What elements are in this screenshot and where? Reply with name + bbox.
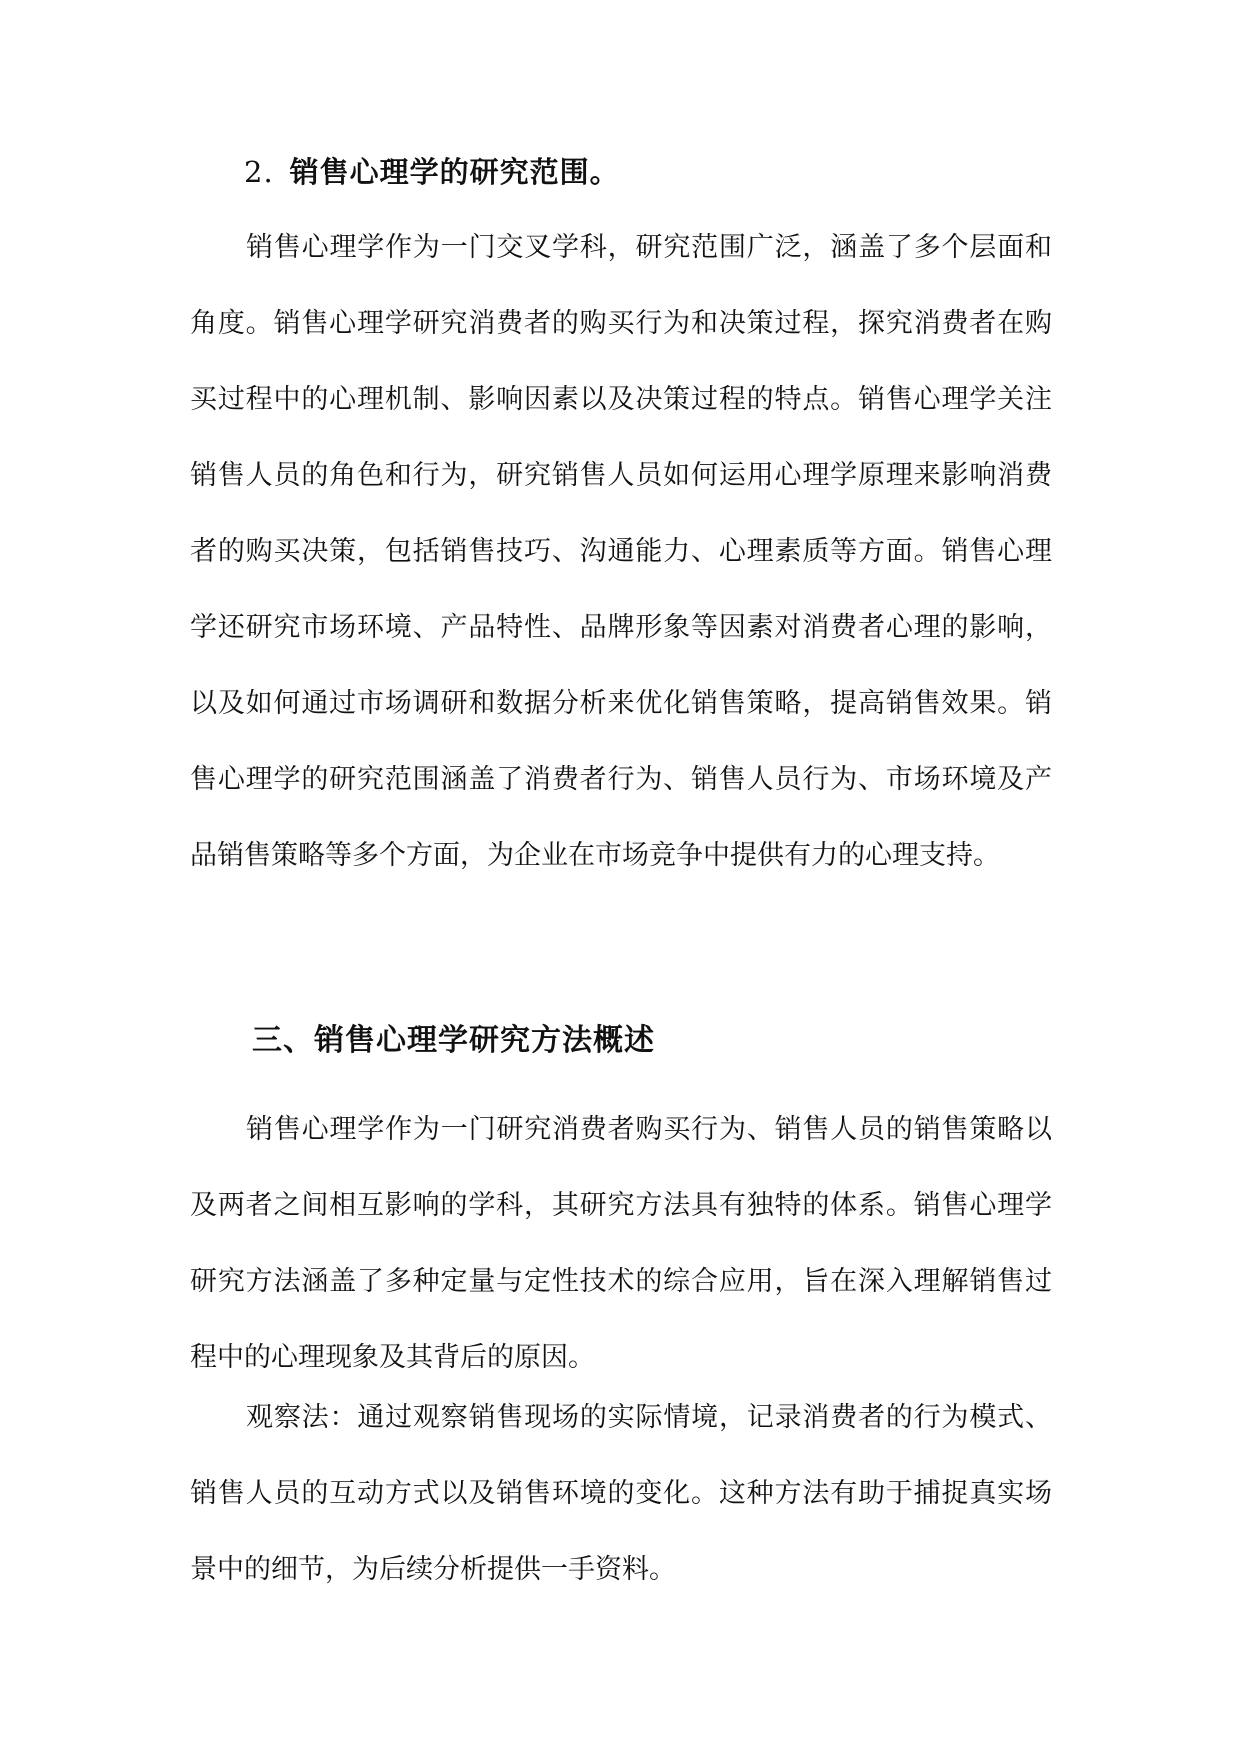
- subsection-title: 销售心理学的研究范围。: [289, 155, 620, 189]
- paragraph-observation-method: 观察法：通过观察销售现场的实际情境，记录消费者的行为模式、销售人员的互动方式以及销售环境的变化。这种方法有助于捕捉真实场景中的细节，为后续分析提供一手资料。: [190, 1402, 1052, 1585]
- section-heading: 三、销售心理学研究方法概述: [252, 1023, 655, 1058]
- paragraph-research-scope: 销售心理学作为一门交叉学科，研究范围广泛，涵盖了多个层面和角度。销售心理学研究消费者的购买行为和决策过程，探究消费者在购买过程中的心理机制、影响因素以及决策过程的特点。销售心理学关注销售人员的角色和行为，研究销售人员如何运用心理学原理来影响消费者的购买决策，包括销售技巧、沟通能力、心理素质等方面。销售心理学还研究市场环境、产品特性、品牌形象等因素对消费者心理的影响，以及如何通过市场调研和数据分析来优化销售策略，提高销售效果。销售心理学的研究范围涵盖了消费者行为、销售人员行为、市场环境及产品销售策略等多个方面，为企业在市场竞争中提供有力的心理支持。: [190, 232, 1052, 871]
- paragraph-methods-overview: 销售心理学作为一门研究消费者购买行为、销售人员的销售策略以及两者之间相互影响的学科，其研究方法具有独特的体系。销售心理学研究方法涵盖了多种定量与定性技术的综合应用，旨在深入理解销售过程中的心理现象及其背后的原因。: [190, 1114, 1052, 1373]
- subsection-number: 2.: [244, 155, 274, 189]
- subsection-heading: [244, 150, 620, 194]
